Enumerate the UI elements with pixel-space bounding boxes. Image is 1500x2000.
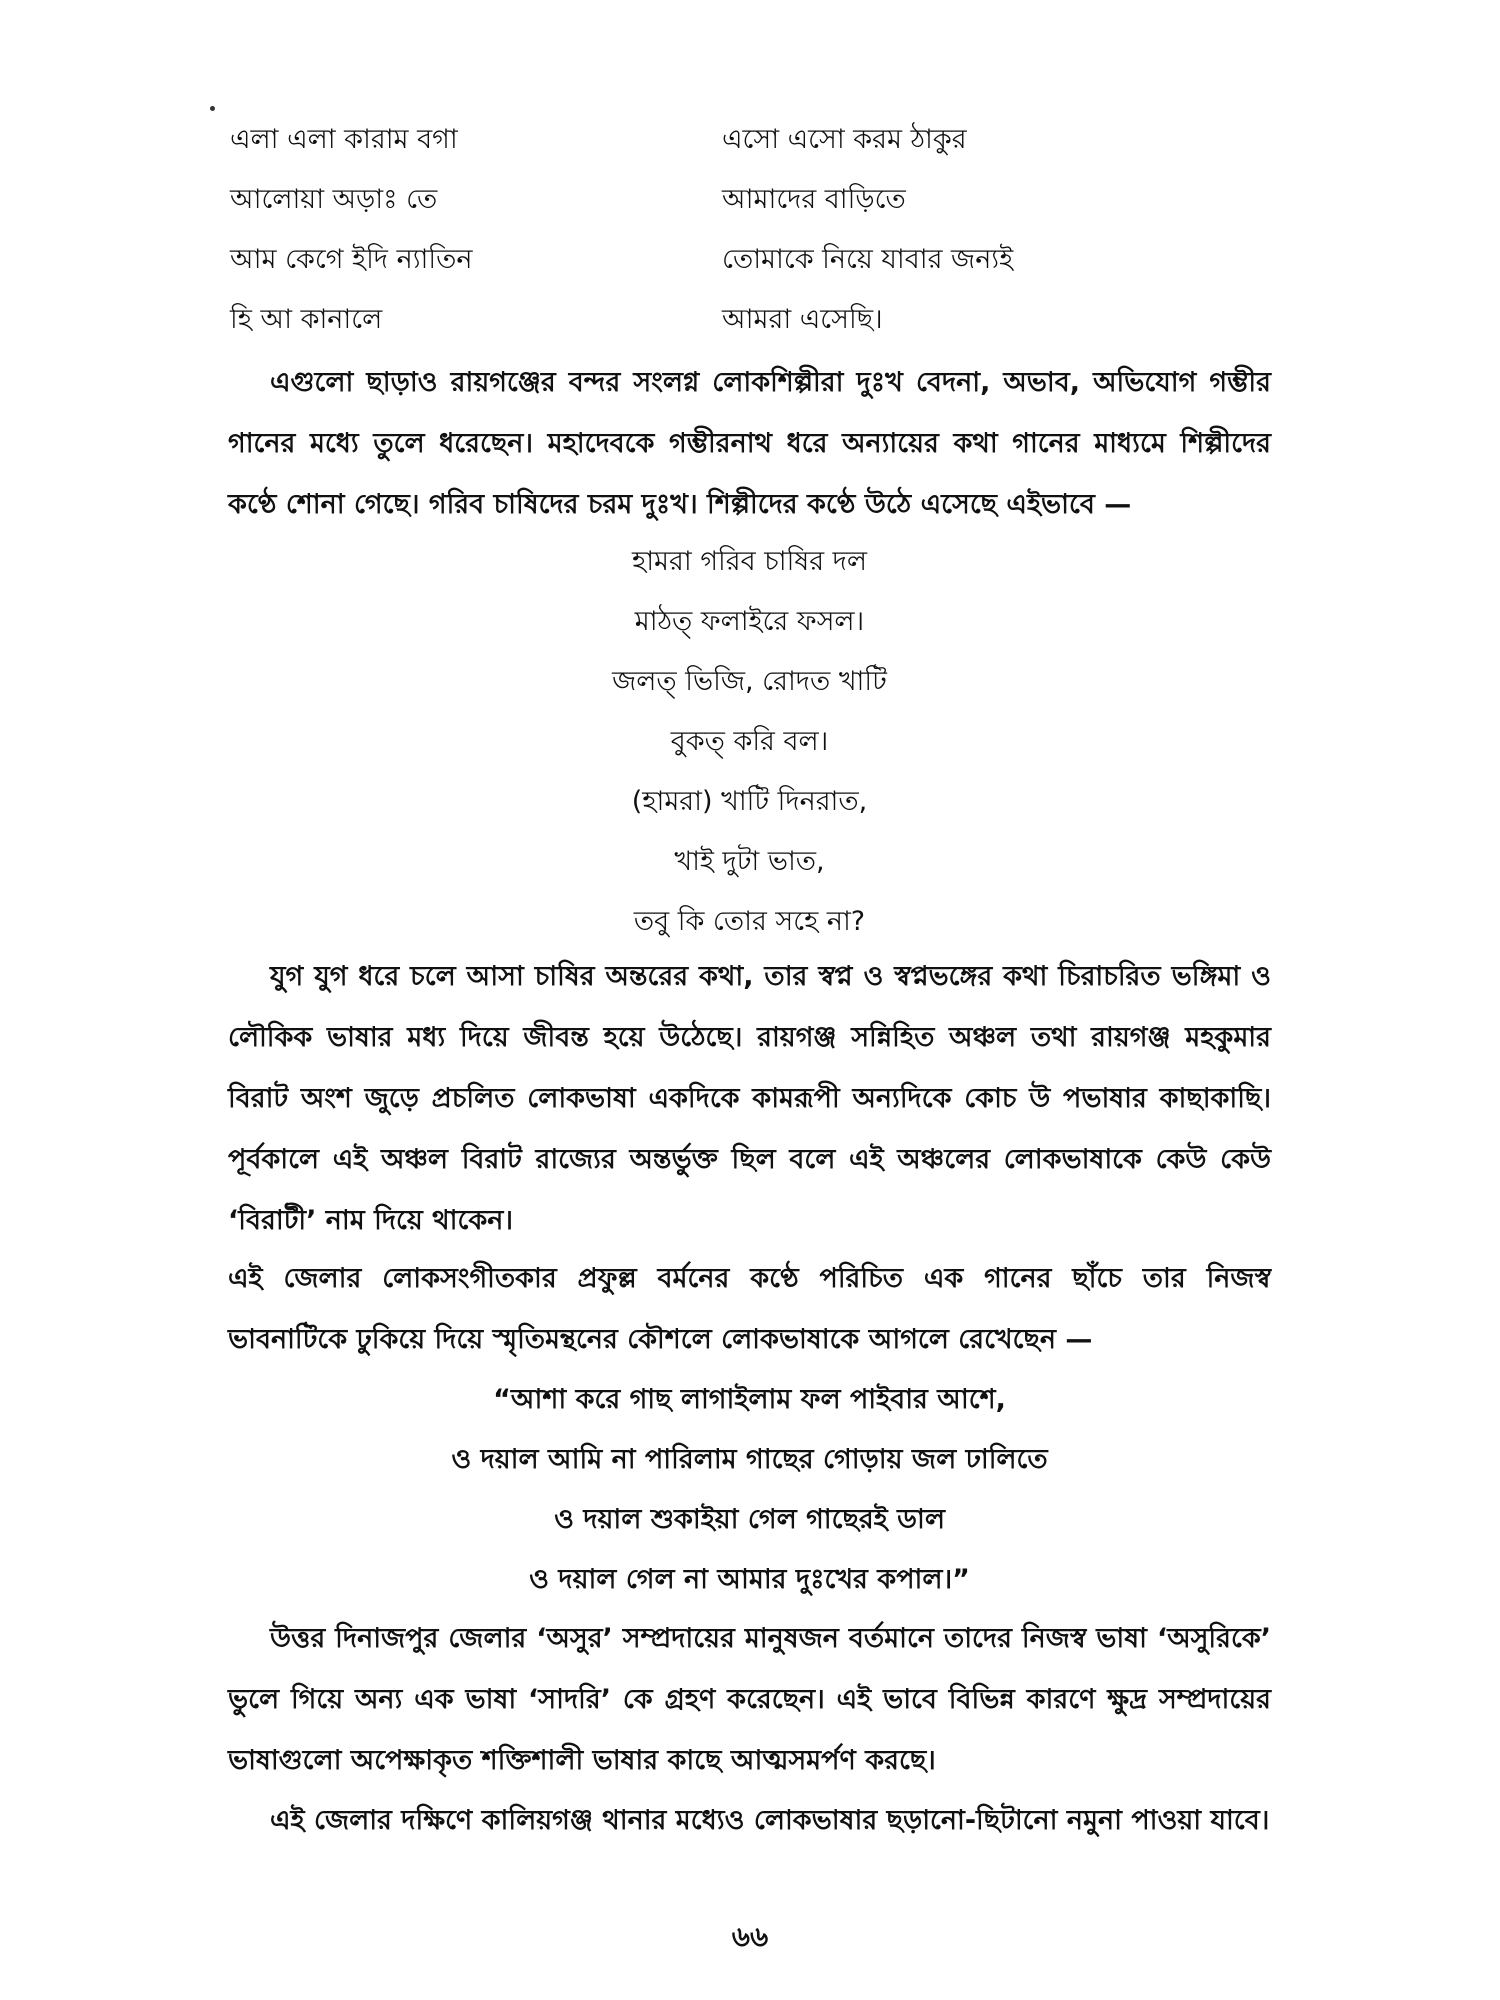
lyrics-translation-line: আমরা এসেছি। xyxy=(722,304,883,335)
verse-line: খাই দুটা ভাত, xyxy=(674,846,825,877)
verse-line: “আশা করে গাছ লাগাইলাম ফল পাইবার আশে, xyxy=(493,1384,1006,1415)
paragraph-virati-language: যুগ যুগ ধরে চলে আসা চাষির অন্তরের কথা, তার স্বপ্ন ও স্বপ্নভঙ্গের কথা চিরাচরিত ভঙ্গিমা ও লৌকিক ভাষার মধ্য দিয়ে জীবন্ত হয়ে উঠেছে। রায়গঞ্জ সন্নিহিত অঞ্চল তথা রায়গঞ্জ মহকুমার বিরাট অংশ জুড়ে প্রচলিত লোকভাষা একদিকে কামরূপী অন্যদিকে কোচ উ পভাষার কাছাকাছি। পূর্বকালে এই অঞ্চল বিরাট রাজ্যের অন্তর্ভুক্ত ছিল বলে এই অঞ্চলের লোকভাষাকে কেউ কেউ ‘বিরাটী’ নাম দিয়ে থাকেন। xyxy=(228,961,1271,1236)
lyrics-original-line: আম কেগে ইদি ন্যাতিন xyxy=(230,244,473,275)
verse-line: তবু কি তোর সহে না? xyxy=(633,906,866,937)
verse-line: মাঠত্ ফলাইরে ফসল। xyxy=(634,606,865,637)
lyrics-pair xyxy=(230,298,1330,342)
lyrics-original-line: আলোয়া অড়াঃ তে xyxy=(230,184,438,215)
lyrics-pair xyxy=(230,118,1330,162)
verse-line: ও দয়াল আমি না পারিলাম গাছের গোড়ায় জল ঢালিতে xyxy=(451,1444,1048,1475)
verse-line: ও দয়াল শুকাইয়া গেল গাছেরই ডাল xyxy=(554,1504,945,1535)
paragraph-asur-community: উত্তর দিনাজপুর জেলার ‘অসুর’ সম্প্রদায়ের মানুষজন বর্তমানে তাদের নিজস্ব ভাষা ‘অসুরিকে’ ভুলে গিয়ে অন্য এক ভাষা ‘সাদরি’ কে গ্রহণ করেছেন। এই ভাবে বিভিন্ন কারণে ক্ষুদ্র সম্প্রদায়ের ভাষাগুলো অপেক্ষাকৃত শক্তিশালী ভাষার কাছে আত্মসমর্পণ করছে। xyxy=(228,1623,1271,1776)
page-number: ৬৬ xyxy=(731,1920,769,1953)
lyrics-original-line: এলা এলা কারাম বগা xyxy=(230,124,458,155)
paragraph-folk-singer: এই জেলার লোকসংগীতকার প্রফুল্ল বর্মনের কণ্ঠে পরিচিত এক গানের ছাঁচে তার নিজস্ব ভাবনাটিকে ঢুকিয়ে দিয়ে স্মৃতিমন্থনের কৌশলে লোকভাষাকে আগলে রেখেছেন — xyxy=(228,1263,1271,1355)
verse-line: হামরা গরিব চাষির দল xyxy=(632,546,867,577)
verse-line: (হামরা) খাটি দিনরাত, xyxy=(631,786,868,817)
verse-dayal-song xyxy=(228,1370,1271,1610)
lyrics-translation-line: আমাদের বাড়িতে xyxy=(722,184,906,215)
paragraph-gambhira-songs: এগুলো ছাড়াও রায়গঞ্জের বন্দর সংলগ্ন লোকশিল্পীরা দুঃখ বেদনা, অভাব, অভিযোগ গম্ভীর গানের মধ্যে তুলে ধরেছেন। মহাদেবকে গম্ভীরনাথ ধরে অন্যায়ের কথা গানের মাধ্যমে শিল্পীদের কণ্ঠে শোনা গেছে। গরিব চাষিদের চরম দুঃখ। শিল্পীদের কণ্ঠে উঠে এসেছে এইভাবে — xyxy=(228,367,1271,520)
lyrics-pair xyxy=(230,238,1330,282)
lyrics-translation-line: তোমাকে নিয়ে যাবার জন্যই xyxy=(722,244,1014,275)
verse-line: জলত্ ভিজি, রোদত খাটি xyxy=(612,666,887,697)
paragraph-kaliyaganj: এই জেলার দক্ষিণে কালিয়গঞ্জ থানার মধ্যেও লোকভাষার ছড়ানো-ছিটানো নমুনা পাওয়া যাবে। xyxy=(270,1805,1270,1836)
lyrics-translation-line: এসো এসো করম ঠাকুর xyxy=(722,124,967,155)
verse-line: ও দয়াল গেল না আমার দুঃখের কপাল।” xyxy=(529,1564,970,1595)
lyrics-original-line: হি আ কানালে xyxy=(230,304,383,335)
verse-farmers-song xyxy=(228,532,1271,952)
lyrics-pair xyxy=(230,178,1330,222)
stray-dot-mark xyxy=(210,106,215,111)
verse-line: বুকত্ করি বল। xyxy=(670,726,829,757)
